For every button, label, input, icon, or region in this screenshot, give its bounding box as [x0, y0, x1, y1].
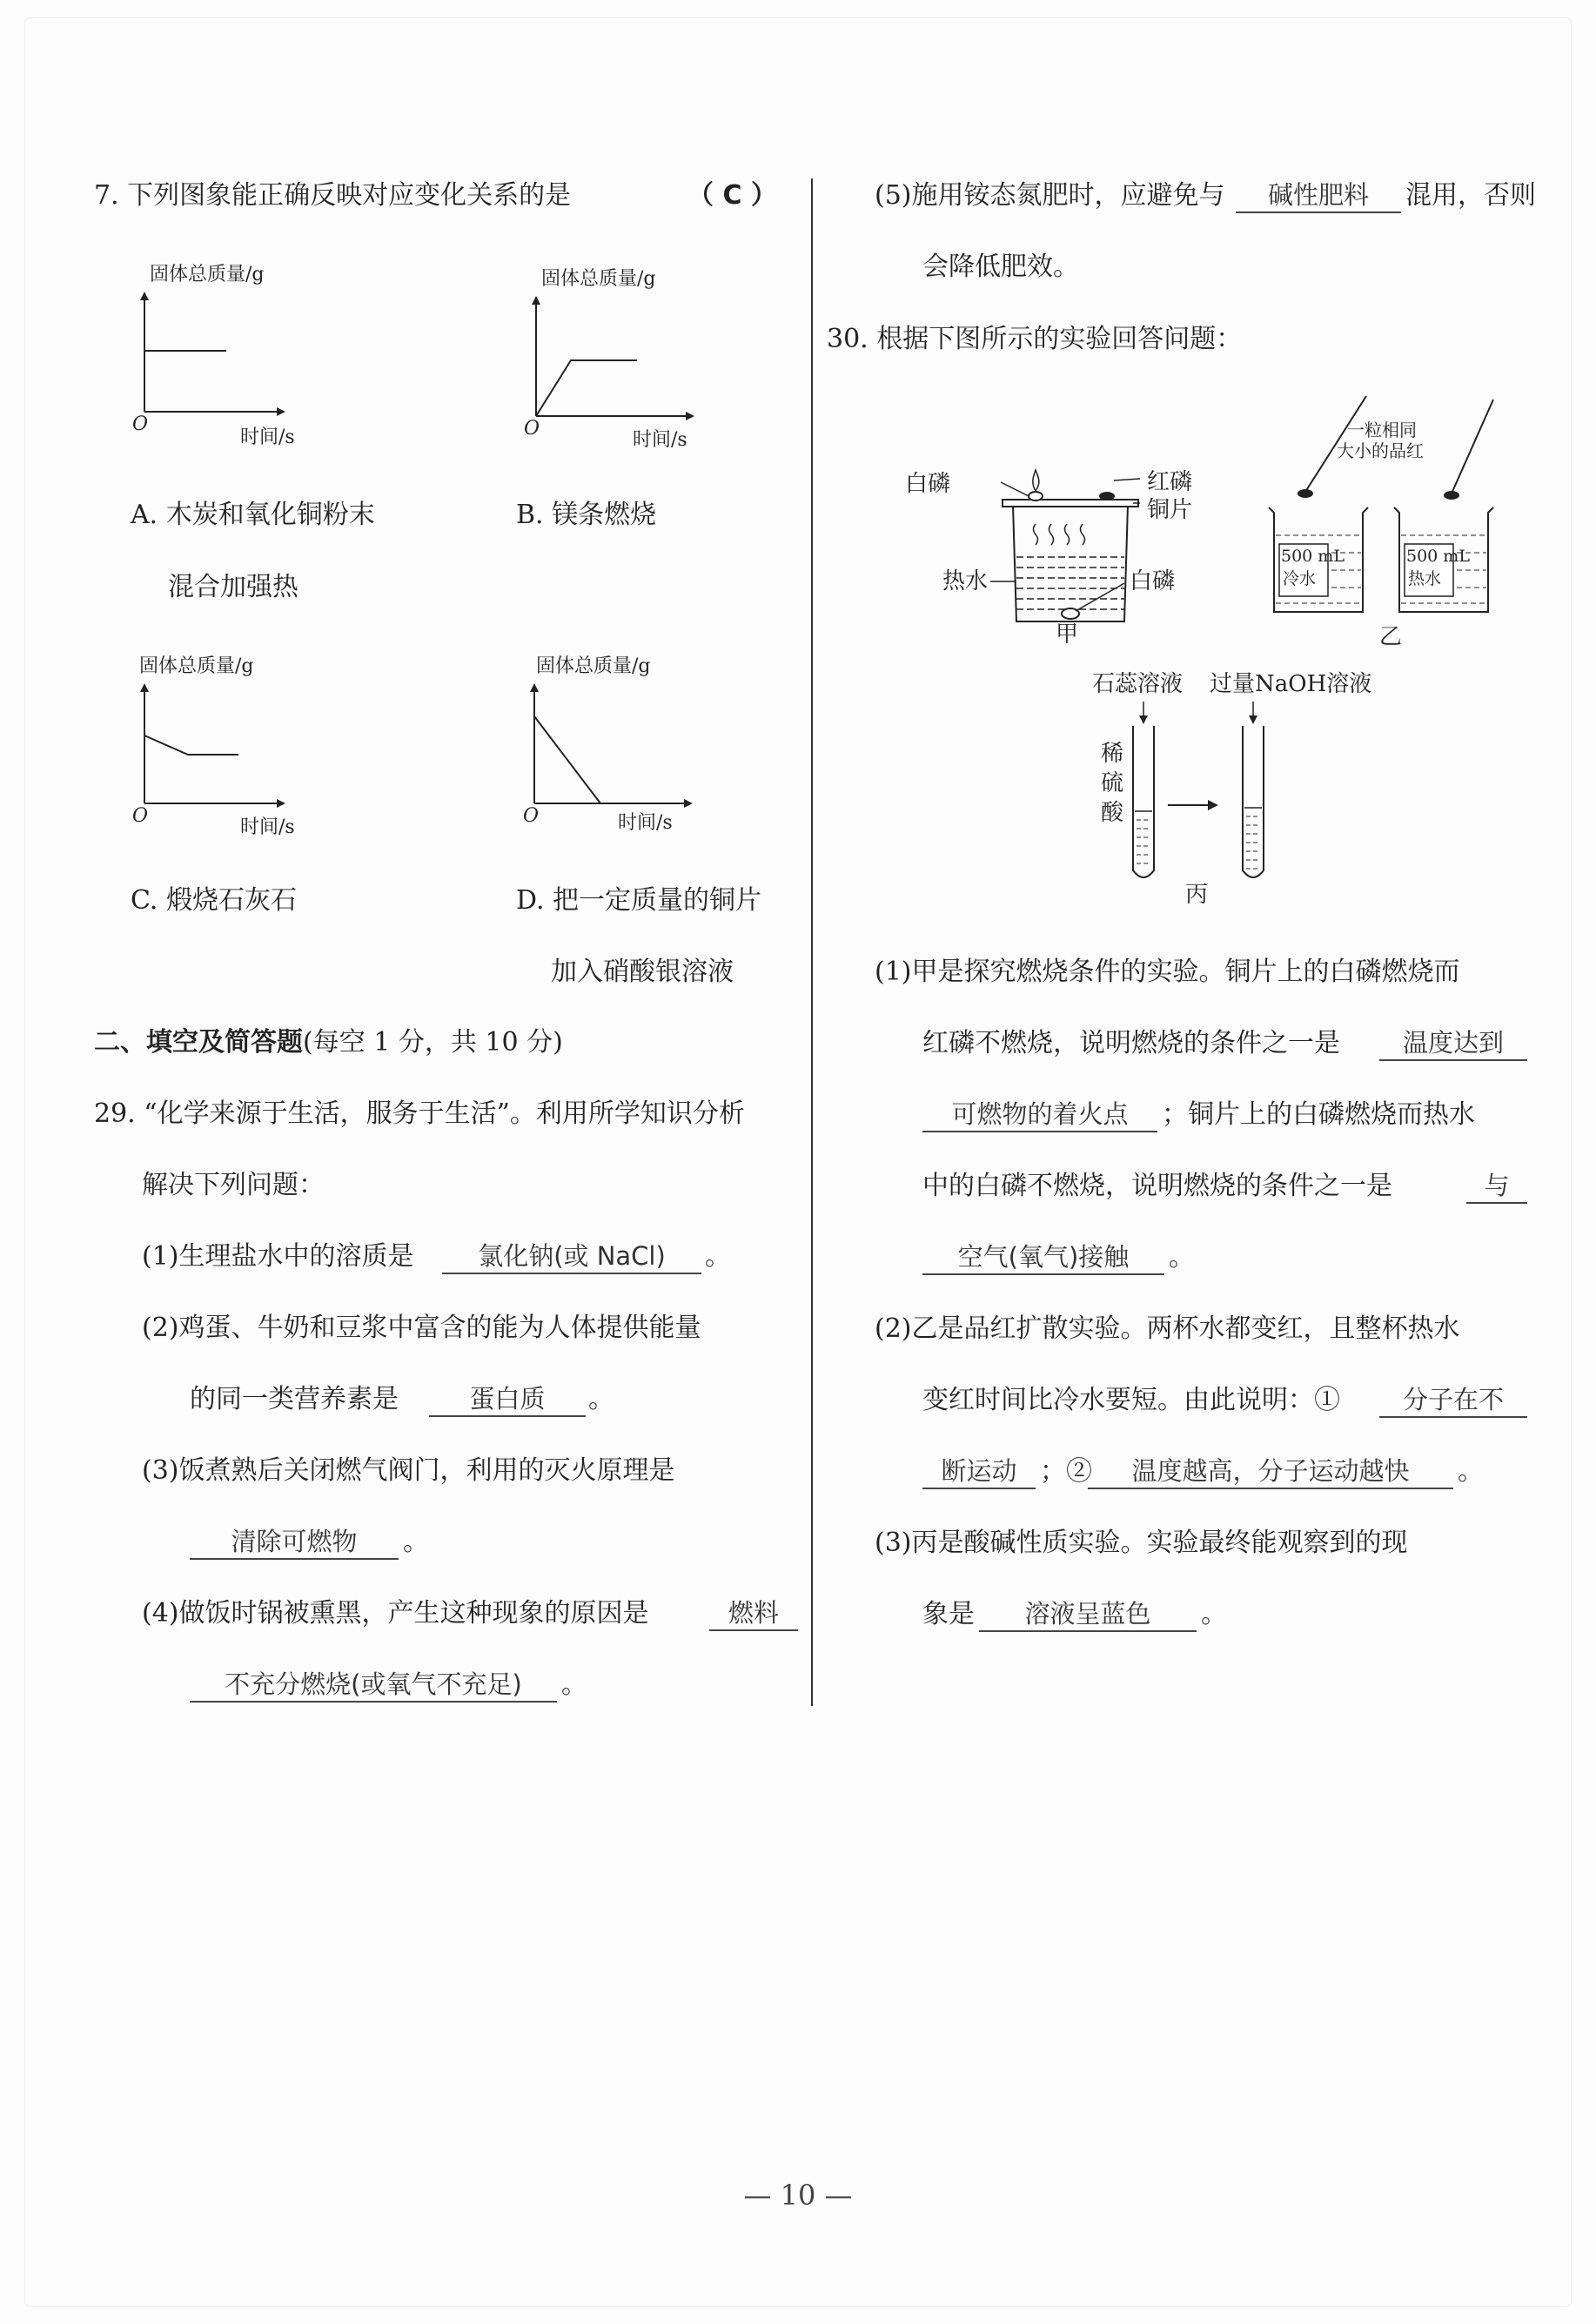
graph-b-axes	[522, 296, 696, 418]
graph-c-line	[144, 735, 238, 755]
page-number: — 10 —	[743, 2179, 853, 2212]
graph-c-origin: O	[132, 805, 149, 827]
q30-p1-line4: 中的白磷不燃烧，说明燃烧的条件之一是	[922, 1171, 1392, 1201]
yi-cold-water: 冷水	[1283, 569, 1317, 588]
q30-p2-answer2: 温度越高，分子运动越快	[1088, 1454, 1453, 1489]
q30-p2-text: 变红时间比冷水要短。由此说明：①	[922, 1385, 1340, 1415]
q30-p2-mid: ；②	[1040, 1456, 1092, 1487]
q29-p5-text: (5)施用铵态氮肥时，应避免与	[875, 180, 1225, 211]
graph-b-origin: O	[524, 418, 540, 440]
q30-p1-answer1-part1: 温度达到	[1379, 1026, 1527, 1061]
q30-p1-line1: (1)甲是探究燃烧条件的实验。铜片上的白磷燃烧而	[875, 957, 1460, 987]
q7-option-a-line1: A. 木炭和氧化铜粉末	[131, 500, 375, 530]
graph-c-axes	[131, 683, 287, 805]
q7-option-c: C. 煅烧石灰石	[131, 885, 297, 916]
q7-option-b: B. 镁条燃烧	[516, 500, 657, 530]
q29-p4-answer-part1: 燃料	[709, 1596, 798, 1631]
section2-header	[94, 1025, 563, 1060]
q30-p1-answer2-part2: 空气(氧气)接触	[922, 1240, 1164, 1275]
section2-note: (每空 1 分，共 10 分)	[303, 1027, 563, 1058]
bing-litmus-label: 石蕊溶液	[1092, 671, 1184, 697]
graph-c-xlabel: 时间/s	[240, 816, 295, 838]
yi-hot-water: 热水	[1408, 569, 1442, 588]
graph-d-axes	[520, 683, 694, 805]
q29-p4-period: 。	[561, 1669, 587, 1700]
bing-acid-label-2: 硫	[1101, 770, 1124, 796]
graph-a-origin: O	[132, 413, 149, 435]
q29-p1-text: (1)生理盐水中的溶质是	[142, 1241, 414, 1272]
jia-white-phosphorus-water-label: 白磷	[1130, 568, 1176, 594]
yi-cold-volume: 500 mL	[1281, 547, 1345, 566]
bing-acid-label-1: 稀	[1101, 741, 1124, 767]
graph-c-ylabel: 固体总质量/g	[139, 655, 254, 677]
q30-p2-answer1-part2: 断运动	[922, 1454, 1036, 1489]
q30-p3-text: 象是	[922, 1599, 975, 1629]
jia-red-phosphorus-label: 红磷	[1147, 469, 1193, 495]
q29-p1-answer: 氯化钠(或 NaCl)	[442, 1239, 701, 1274]
bing-test-tubes	[1123, 696, 1297, 888]
q7-option-d-line1: D. 把一定质量的铜片	[516, 885, 762, 916]
q29-p4-text: (4)做饭时锅被熏黑，产生这种现象的原因是	[142, 1598, 649, 1629]
yi-hot-volume: 500 mL	[1406, 547, 1470, 566]
bing-naoh-label: 过量NaOH溶液	[1210, 671, 1372, 697]
q30-p2-line1: (2)乙是品红扩散实验。两杯水都变红，且整杯热水	[875, 1313, 1460, 1344]
q30-p1-period: 。	[1169, 1242, 1195, 1273]
yi-dye-label-line1: 一粒相同	[1347, 420, 1417, 440]
q30-p1-answer1-part2: 可燃物的着火点	[922, 1098, 1157, 1132]
jia-hot-water-label: 热水	[942, 568, 989, 594]
jia-label: 甲	[1056, 621, 1079, 648]
q29-p5-line2: 会降低肥效。	[922, 252, 1079, 282]
graph-d-ylabel: 固体总质量/g	[536, 655, 651, 677]
q30-p1-answer2-part1: 与	[1466, 1169, 1527, 1204]
yi-dye-label-line2: 大小的品红	[1337, 440, 1424, 461]
q30-p2-answer1-part1: 分子在不	[1379, 1383, 1527, 1418]
q30-p3-line1: (3)丙是酸碱性质实验。实验最终能观察到的现	[875, 1528, 1408, 1558]
column-divider	[811, 178, 813, 1706]
q30-p1-text: 红磷不燃烧，说明燃烧的条件之一是	[922, 1028, 1340, 1058]
section2-title: 二、填空及简答题	[94, 1027, 303, 1058]
jia-copper-label: 铜片	[1147, 497, 1193, 523]
graph-a-ylabel: 固体总质量/g	[150, 264, 265, 285]
q29-p4-answer-part2: 不充分燃烧(或氧气不充足)	[190, 1668, 557, 1703]
q29-p2-line1: (2)鸡蛋、牛奶和豆浆中富含的能为人体提供能量	[142, 1313, 701, 1343]
graph-d-line	[534, 716, 600, 803]
q7-option-a-line2: 混合加强热	[168, 572, 298, 602]
graph-a-axes	[131, 292, 287, 413]
q7-stem: 7. 下列图象能正确反映对应变化关系的是	[94, 180, 572, 211]
graph-b-xlabel: 时间/s	[633, 429, 687, 451]
q30-stem: 30. 根据下图所示的实验回答问题：	[827, 324, 1243, 354]
q30-p2-period: 。	[1458, 1456, 1484, 1487]
yi-label: 乙	[1379, 624, 1403, 650]
q29-p2-answer: 蛋白质	[429, 1382, 586, 1417]
bing-acid-label-3: 酸	[1101, 800, 1124, 826]
q7-option-d-line2: 加入硝酸银溶液	[551, 957, 734, 987]
graph-a-xlabel: 时间/s	[240, 427, 295, 448]
graph-d-xlabel: 时间/s	[618, 812, 673, 834]
q29-stem-line1: 29. “化学来源于生活，服务于生活”。利用所学知识分析	[94, 1098, 745, 1129]
q29-p2-period: 。	[588, 1384, 614, 1414]
q29-p3-answer: 清除可燃物	[190, 1525, 399, 1560]
q29-p3-period: 。	[403, 1527, 429, 1557]
q30-p1-mid: ；铜片上的白磷燃烧而热水	[1162, 1099, 1475, 1130]
graph-d-origin: O	[523, 805, 540, 827]
q29-p5-text-end: 混用，否则	[1405, 180, 1536, 211]
q29-p1-period: 。	[705, 1241, 731, 1272]
graph-b-line	[536, 360, 637, 416]
q30-p3-answer: 溶液呈蓝色	[979, 1597, 1197, 1632]
q30-p3-period: 。	[1201, 1599, 1227, 1629]
jia-white-phosphorus-label: 白磷	[905, 471, 951, 497]
q29-stem-line2: 解决下列问题：	[142, 1170, 325, 1200]
q29-p2-text: 的同一类营养素是	[190, 1384, 399, 1414]
graph-b-ylabel: 固体总质量/g	[541, 268, 656, 290]
q29-p5-answer: 碱性肥料	[1236, 178, 1401, 213]
q29-p3-line1: (3)饭煮熟后关闭燃气阀门，利用的灭火原理是	[142, 1455, 675, 1486]
bing-label: 丙	[1185, 882, 1209, 908]
q7-answer-paren: （ C ）	[687, 180, 777, 211]
